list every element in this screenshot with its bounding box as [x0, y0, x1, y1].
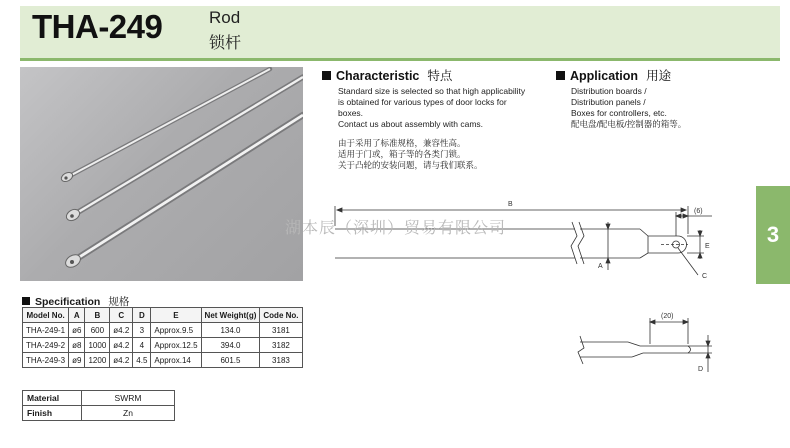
- watermark-text: 湖本辰（深圳）贸易有限公司: [285, 218, 507, 237]
- bullet-square-icon: [22, 297, 30, 305]
- text-line: boxes.: [338, 108, 364, 118]
- table-row: [23, 323, 303, 338]
- section-tab: 3: [756, 186, 790, 284]
- dimension-6: [676, 212, 712, 236]
- text-line: Contact us about assembly with cams.: [338, 119, 484, 129]
- characteristic-heading: Characteristic 特点: [322, 66, 452, 84]
- finish-value: Zn: [82, 406, 175, 421]
- label-20: (20): [661, 313, 674, 320]
- text-line: Distribution panels /: [571, 97, 646, 107]
- col-header: E: [151, 308, 201, 323]
- product-name-en: Rod: [209, 8, 241, 27]
- material-value: SWRM: [82, 391, 175, 406]
- col-header: Net Weight(g): [201, 308, 260, 323]
- cell: Approx.12.5: [151, 338, 201, 353]
- table-row: [23, 338, 303, 353]
- text-line: 适用于门或，箱子等的各类门锁。: [338, 149, 466, 159]
- cell: 3181: [260, 323, 302, 338]
- table-row: [23, 353, 303, 368]
- application-heading: Application 用途: [556, 66, 671, 84]
- text-line: is obtained for various types of door locks for: [338, 97, 507, 107]
- cell: THA-249-1: [23, 323, 69, 338]
- cell: ø4.2: [110, 323, 133, 338]
- dimension-e: [687, 230, 704, 259]
- material-table: [22, 390, 175, 421]
- col-header: Code No.: [260, 308, 302, 323]
- material-label: Material: [23, 391, 82, 406]
- text-line: 配电盘/配电板/控制器的箱等。: [571, 119, 687, 129]
- cell: 394.0: [201, 338, 260, 353]
- label-a: A: [598, 263, 603, 270]
- cell: THA-249-2: [23, 338, 69, 353]
- cell: 4.5: [133, 353, 151, 368]
- cell: ø9: [69, 353, 85, 368]
- text-line: Distribution boards /: [571, 86, 647, 96]
- product-name-cn: 锁杆: [209, 35, 242, 52]
- side-view-drawing: [578, 318, 712, 372]
- leader-c: [678, 248, 698, 275]
- label-6: (6): [694, 208, 703, 215]
- cell: ø4.2: [110, 338, 133, 353]
- cell: Approx.14: [151, 353, 201, 368]
- cell: 600: [85, 323, 110, 338]
- text-line: Boxes for controllers, etc.: [571, 108, 667, 118]
- text-line: Standard size is selected so that high applicability: [338, 86, 526, 96]
- col-header: B: [85, 308, 110, 323]
- text-line: 关于凸轮的安装问题，请与我们联系。: [338, 160, 483, 170]
- cell: 3183: [260, 353, 302, 368]
- label-d: D: [698, 366, 704, 373]
- cell: 134.0: [201, 323, 260, 338]
- specification-heading: Specification 规格: [22, 294, 129, 309]
- cell: Approx.9.5: [151, 323, 201, 338]
- text-line: 由于采用了标准规格，兼容性高。: [338, 138, 466, 148]
- model-number: THA-249: [32, 8, 163, 45]
- cell: 3182: [260, 338, 302, 353]
- col-header: Model No.: [23, 308, 69, 323]
- label-e: E: [705, 243, 710, 250]
- label-c: C: [702, 273, 708, 280]
- specification-table: [22, 307, 303, 368]
- cell: 3: [133, 323, 151, 338]
- cell: THA-249-3: [23, 353, 69, 368]
- cell: ø4.2: [110, 353, 133, 368]
- label-b: B: [508, 201, 513, 208]
- cell: ø8: [69, 338, 85, 353]
- col-header: D: [133, 308, 151, 323]
- table-header-row: [23, 308, 303, 323]
- cell: 1000: [85, 338, 110, 353]
- table-row: [23, 391, 175, 406]
- col-header: A: [69, 308, 85, 323]
- finish-label: Finish: [23, 406, 82, 421]
- cell: ø6: [69, 323, 85, 338]
- cell: 601.5: [201, 353, 260, 368]
- cell: 1200: [85, 353, 110, 368]
- cell: 4: [133, 338, 151, 353]
- table-row: [23, 406, 175, 421]
- col-header: C: [110, 308, 133, 323]
